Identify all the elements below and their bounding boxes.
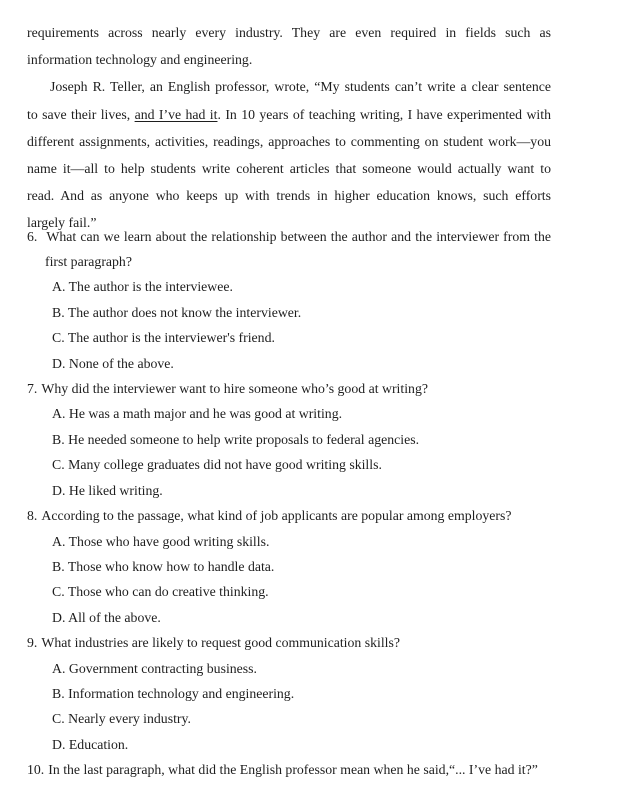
question-7-option-a: A. He was a math major and he was good at writing.: [52, 406, 343, 422]
underlined-phrase: and I’ve had it: [134, 106, 218, 122]
question-9-number: 9.: [27, 635, 38, 651]
question-10-text: In the last paragraph, what did the English professor mean when he said,“... I’ve had it?”: [48, 762, 538, 778]
question-9-option-c: C. Nearly every industry.: [52, 711, 191, 727]
passage-line-5: different assignments, activities, readings, approaches to commenting on student work—you: [27, 133, 551, 149]
question-8-option-d: D. All of the above.: [52, 609, 161, 625]
question-9-option-b: B. Information technology and engineering.: [52, 685, 295, 701]
question-9-stem: [27, 630, 551, 655]
question-7-option-c: C. Many college graduates did not have good writing skills.: [52, 457, 382, 473]
question-8-stem: [27, 503, 551, 528]
question-9-option-d: D. Education.: [52, 736, 129, 752]
question-8-option-c: C. Those who can do creative thinking.: [52, 584, 269, 600]
question-7-stem: [27, 376, 551, 401]
passage-line-4-pre: to save their lives,: [27, 106, 135, 122]
question-list: [27, 224, 551, 783]
question-6-option-c: C. The author is the interviewer's friend.: [52, 330, 275, 346]
passage-line-1: requirements across nearly every industry. They are even required in fields such as: [27, 25, 551, 40]
passage-line-2: information technology and engineering.: [27, 52, 253, 68]
question-6: [27, 224, 551, 376]
passage-line-4: [27, 101, 551, 128]
question-6-text: What can we learn about the relationship between the author and the interviewer from the: [46, 228, 551, 244]
question-8: [27, 503, 551, 630]
question-6-option-d: D. None of the above.: [52, 355, 174, 371]
question-7-option-b: B. He needed someone to help write proposals to federal agencies.: [52, 431, 420, 447]
question-9-option-a: A. Government contracting business.: [52, 660, 257, 676]
question-7-text: Why did the interviewer want to hire someone who’s good at writing?: [41, 381, 428, 397]
question-10: [27, 757, 551, 782]
passage-line-3: Joseph R. Teller, an English professor, wrote, “My students can’t write a clear sentence: [50, 79, 551, 95]
passage-line-6: name it—all to help students write coherent articles that someone would actually want to: [27, 161, 551, 177]
passage-line-4-post: . In 10 years of teaching writing, I have experimented with: [217, 106, 551, 122]
question-7-number: 7.: [27, 381, 38, 397]
question-9-text: What industries are likely to request good communication skills?: [41, 635, 400, 651]
question-6-stem-wrap: first paragraph?: [45, 254, 132, 270]
question-8-text: According to the passage, what kind of job applicants are popular among employers?: [41, 508, 512, 524]
passage-line-7: read. And as anyone who keeps up with trends in higher education knows, such efforts: [27, 188, 551, 204]
question-10-number: 10.: [27, 762, 45, 778]
question-6-option-b: B. The author does not know the interviewer.: [52, 304, 302, 320]
question-6-option-a: A. The author is the interviewee.: [52, 279, 233, 295]
question-9: [27, 630, 551, 757]
question-6-number: 6.: [27, 228, 38, 244]
question-10-stem: [27, 757, 551, 782]
question-6-stem: [27, 224, 551, 249]
passage-line-8: largely fail.”: [27, 215, 97, 231]
question-8-number: 8.: [27, 508, 38, 524]
reading-passage: [27, 19, 551, 237]
question-7: [27, 376, 551, 503]
question-8-option-b: B. Those who know how to handle data.: [52, 558, 275, 574]
question-8-option-a: A. Those who have good writing skills.: [52, 533, 270, 549]
question-7-option-d: D. He liked writing.: [52, 482, 163, 498]
